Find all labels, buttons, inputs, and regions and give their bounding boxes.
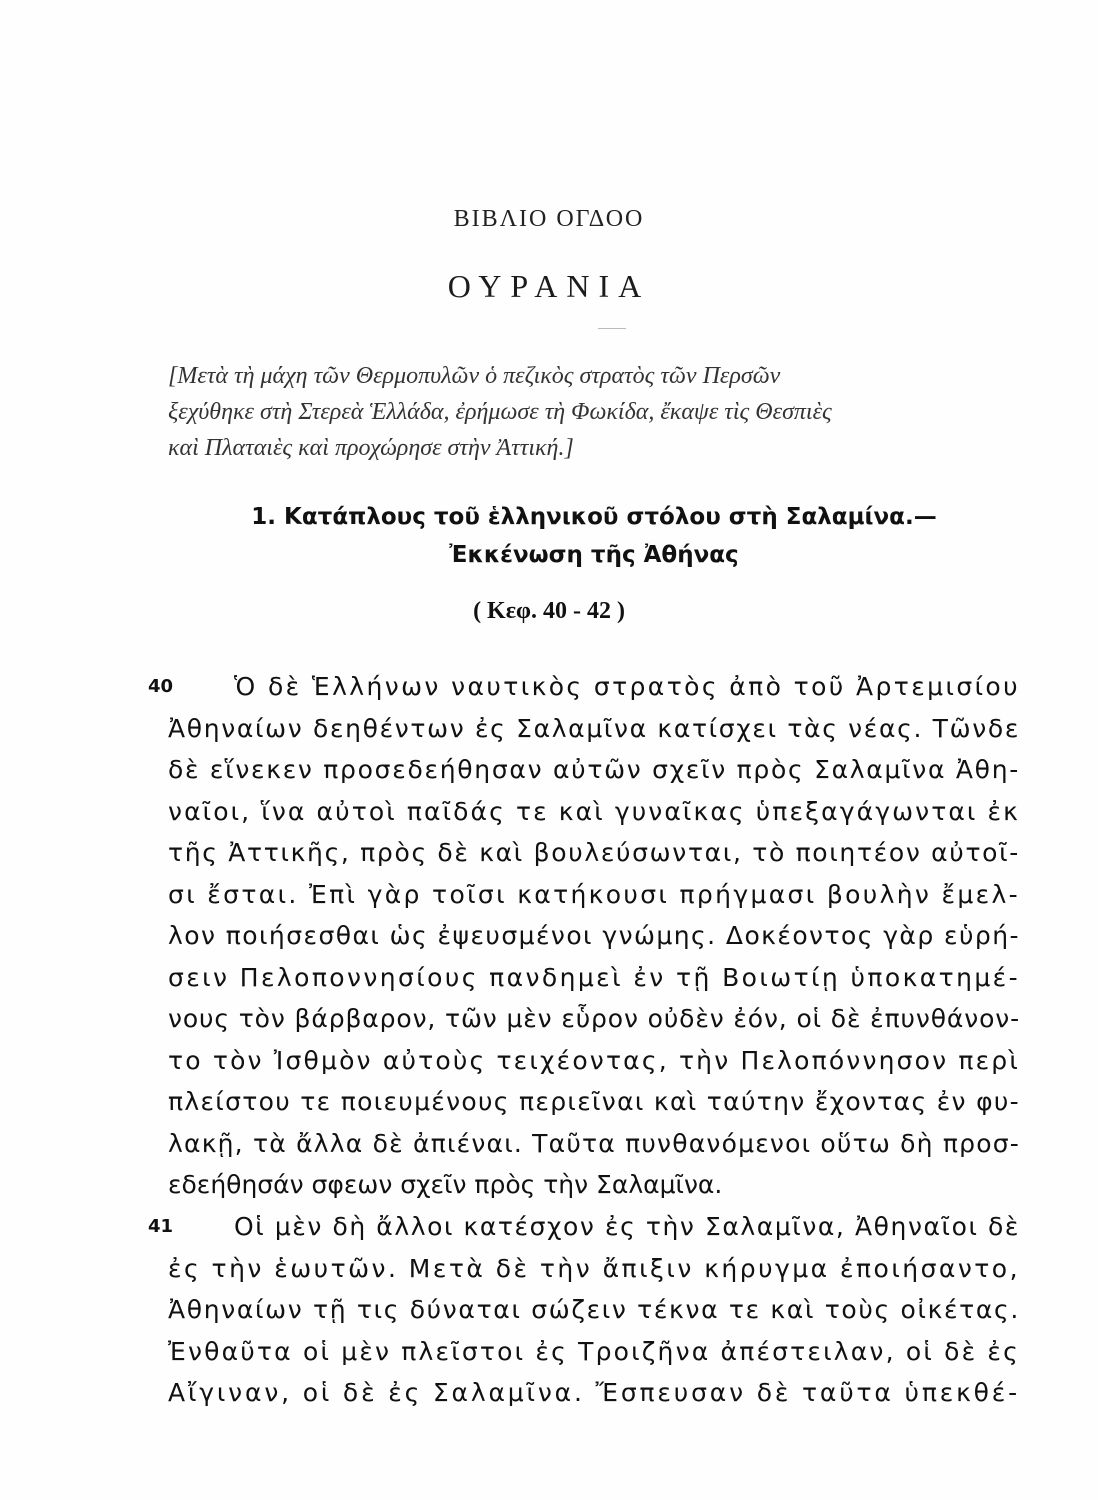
text-line: λακῇ, τὰ ἄλλα δὲ ἀπιέναι. Ταῦτα πυνθανόμενοι οὕτω δὴ προσ- bbox=[168, 1128, 1020, 1158]
book-title: ΒΙΒΛΙΟ ΟΓΔΟΟ bbox=[453, 206, 645, 232]
title-divider bbox=[598, 328, 626, 329]
text-line: σειν Πελοποννησίους πανδημεὶ ἐν τῇ Βοιωτίῃ ὑποκατημέ- bbox=[168, 962, 1020, 992]
text-line: το τὸν Ἰσθμὸν αὐτοὺς τειχέοντας, τὴν Πελοπόννησον περὶ bbox=[168, 1045, 1020, 1075]
intro-line: ξεχύθηκε στὴ Στερεὰ Ἑλλάδα, ἐρήμωσε τὴ Φωκίδα, ἔκαψε τὶς Θεσπιὲς bbox=[168, 399, 832, 425]
text-line: ναῖοι, ἵνα αὐτοὶ παῖδάς τε καὶ γυναῖκας ὑπεξαγάγωνται ἐκ bbox=[168, 796, 1020, 826]
paragraph-number: 40 bbox=[148, 676, 174, 697]
text-line: Ἀθηναίων τῇ τις δύναται σώζειν τέκνα τε καὶ τοὺς οἰκέτας. bbox=[168, 1295, 1020, 1324]
text-line: Αἴγιναν, οἱ δὲ ἐς Σαλαμῖνα. Ἔσπευσαν δὲ ταῦτα ὑπεκθέ- bbox=[168, 1378, 1020, 1407]
text-line: πλείστου τε ποιευμένους περιεῖναι καὶ ταύτην ἔχοντας ἐν φυ- bbox=[168, 1087, 1020, 1116]
text-line: Οἱ μὲν δὴ ἄλλοι κατέσχον ἐς τὴν Σαλαμῖνα, Ἀθηναῖοι δὲ bbox=[234, 1212, 1020, 1241]
text-line: ἐς τὴν ἑωυτῶν. Μετὰ δὲ τὴν ἄπιξιν κήρυγμα ἐποιήσαντο, bbox=[168, 1253, 1020, 1283]
text-line: Ὁ δὲ Ἑλλήνων ναυτικὸς στρατὸς ἀπὸ τοῦ Ἀρτεμισίου bbox=[234, 672, 1020, 701]
section-heading-line: 1. Κατάπλους τοῦ ἑλληνικοῦ στόλου στὴ Σαλαμίνα.— bbox=[251, 504, 937, 530]
intro-summary bbox=[168, 358, 1020, 466]
section-heading bbox=[168, 498, 1020, 574]
text-line: δὲ εἵνεκεν προσεδεήθησαν αὐτῶν σχεῖν πρὸς Σαλαμῖνα Ἀθη- bbox=[168, 755, 1020, 784]
chapter-reference: ( Κεφ. 40 - 42 ) bbox=[473, 598, 625, 624]
paragraph-number: 41 bbox=[148, 1216, 174, 1237]
text-line: νους τὸν βάρβαρον, τῶν μὲν εὗρον οὐδὲν ἐόν, οἱ δὲ ἐπυνθάνον- bbox=[168, 1004, 1020, 1033]
text-line: σι ἔσται. Ἐπὶ γὰρ τοῖσι κατήκουσι πρήγμασι βουλὴν ἔμελ- bbox=[168, 879, 1020, 909]
text-line: λον ποιήσεσθαι ὡς ἐψευσμένοι γνώμης. Δοκέοντος γὰρ εὑρή- bbox=[168, 921, 1020, 950]
text-line: τῆς Ἀττικῆς, πρὸς δὲ καὶ βουλεύσωνται, τὸ ποιητέον αὐτοῖ- bbox=[168, 838, 1020, 867]
book-name: ΟΥΡΑΝΙΑ bbox=[447, 268, 651, 304]
text-line: Ἀθηναίων δεηθέντων ἐς Σαλαμῖνα κατίσχει τὰς νέας. Τῶνδε bbox=[168, 713, 1020, 743]
text-line: Ἐνθαῦτα οἱ μὲν πλεῖστοι ἐς Τροιζῆνα ἀπέστειλαν, οἱ δὲ ἐς bbox=[168, 1336, 1020, 1366]
intro-line: καὶ Πλαταιὲς καὶ προχώρησε στὴν Ἀττική.] bbox=[168, 435, 574, 461]
paragraph-41 bbox=[168, 1206, 1020, 1414]
intro-line: [Μετὰ τὴ μάχη τῶν Θερμοπυλῶν ὁ πεζικὸς στρατὸς τῶν Περσῶν bbox=[168, 363, 781, 389]
paragraph-40 bbox=[168, 666, 1020, 1206]
text-line: εδεήθησάν σφεων σχεῖν πρὸς τὴν Σαλαμῖνα. bbox=[168, 1170, 723, 1199]
section-heading-line: Ἐκκένωση τῆς Ἀθήνας bbox=[449, 542, 739, 568]
